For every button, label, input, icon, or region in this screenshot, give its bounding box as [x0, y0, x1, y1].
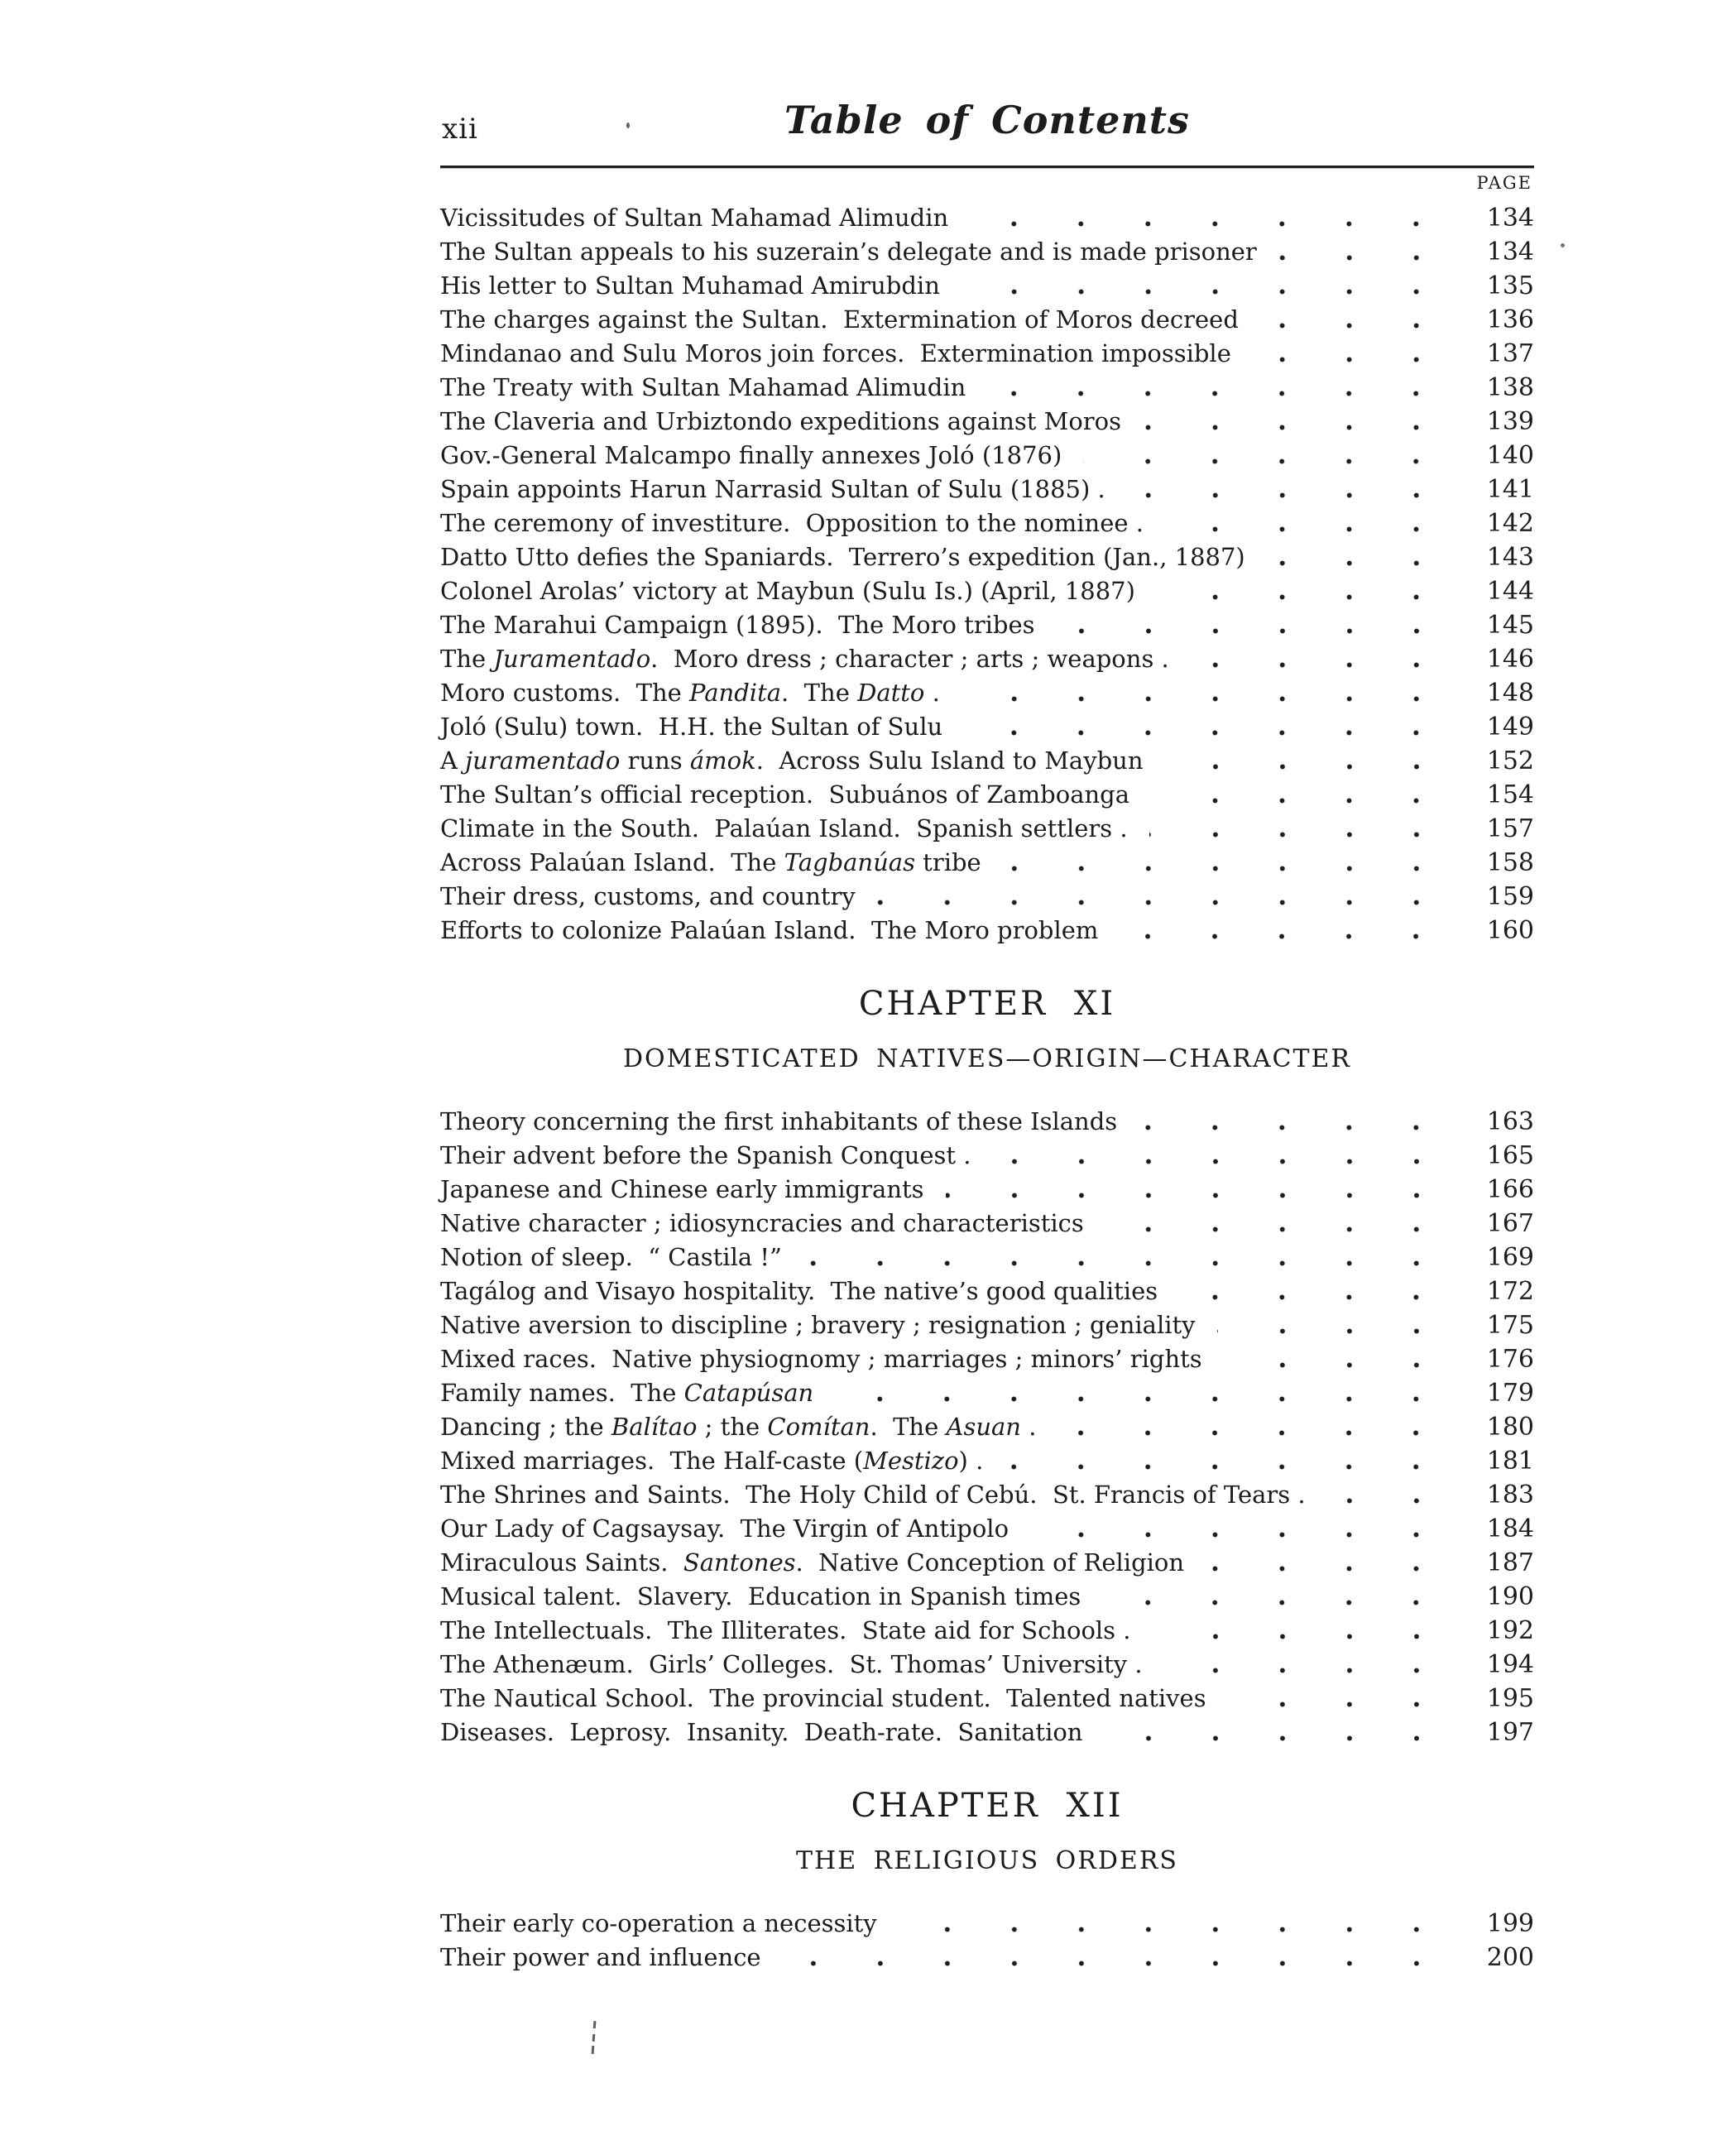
dot-leader: [964, 710, 1451, 744]
dot-leader: [1191, 642, 1451, 676]
folio-page-number: xii: [442, 113, 478, 146]
toc-entry-title: Family names. The Catapúsan: [440, 1379, 814, 1407]
toc-entry: [440, 744, 1534, 778]
toc-entry: [440, 1580, 1534, 1614]
toc-entry: [440, 1444, 1534, 1478]
toc-entry-title: Efforts to colonize Palaúan Island. The Moro problem: [440, 916, 1099, 944]
toc-entry-title: Spain appoints Harun Narrasid Sultan of Sulu (1885) .: [440, 475, 1105, 503]
toc-entry-page: 172: [1486, 1277, 1534, 1306]
toc-entry: [440, 914, 1534, 948]
chapter-heading: CHAPTER XI: [858, 985, 1116, 1023]
toc-entry: [440, 540, 1534, 574]
toc-entry: [440, 880, 1534, 914]
toc-entry: [440, 1907, 1534, 1941]
toc-entry-page: 199: [1486, 1909, 1534, 1938]
toc-entry-page: 180: [1486, 1413, 1534, 1442]
toc-entry-page: 183: [1486, 1481, 1534, 1509]
dot-leader: [835, 1376, 1451, 1410]
dot-leader: [946, 1173, 1451, 1207]
dot-leader: [1179, 1274, 1451, 1308]
dot-leader: [1327, 1478, 1451, 1512]
toc-entry-title: Across Palaúan Island. The Tagbanúas tribe: [440, 848, 981, 876]
chapter-subtitle: DOMESTICATED NATIVES—ORIGIN—CHARACTER: [623, 1044, 1351, 1073]
toc-entry-title: Their power and influence: [440, 1943, 761, 1971]
toc-list: [440, 201, 1534, 948]
toc-entry-page: 138: [1486, 373, 1534, 402]
toc-entry: [440, 1648, 1534, 1682]
toc-entry-page: 154: [1486, 780, 1534, 809]
toc-entry-page: 148: [1486, 679, 1534, 708]
toc-entry: [440, 846, 1534, 880]
toc-entry: [440, 1241, 1534, 1274]
toc-entry-title: The Sultan appeals to his suzerain’s delegate and is made prisoner: [440, 238, 1257, 266]
toc-entry-title: Japanese and Chinese early immigrants: [440, 1175, 924, 1203]
toc-entry: [440, 235, 1534, 269]
dot-leader: [803, 1241, 1451, 1274]
dot-leader: [783, 1941, 1451, 1975]
toc-entry-page: 192: [1486, 1616, 1534, 1645]
dot-leader: [1228, 1682, 1451, 1716]
toc-entry: [440, 1105, 1534, 1139]
dot-leader: [1083, 439, 1451, 473]
toc-entry-title: Diseases. Leprosy. Insanity. Death-rate. Sanitation: [440, 1718, 1083, 1746]
toc-entry-page: 139: [1486, 407, 1534, 436]
toc-entry-title: Mindanao and Sulu Moros join forces. Extermination impossible: [440, 339, 1231, 367]
toc-entry-page: 160: [1486, 916, 1534, 945]
toc-entry-page: 195: [1486, 1684, 1534, 1713]
print-stray-mark: [592, 2021, 597, 2054]
chapter-heading: CHAPTER XII: [851, 1787, 1124, 1825]
dot-leader: [1253, 337, 1451, 371]
toc-entry-page: 158: [1486, 848, 1534, 877]
toc-entry: [440, 1546, 1534, 1580]
toc-entry-page: 157: [1486, 814, 1534, 843]
toc-sections: [440, 201, 1534, 1975]
dot-leader: [1102, 1580, 1451, 1614]
toc-entry-title: Joló (Sulu) town. H.H. the Sultan of Sulu: [440, 713, 943, 741]
toc-entry-page: 197: [1486, 1718, 1534, 1747]
dot-leader: [1057, 1410, 1451, 1444]
toc-entry: [440, 1342, 1534, 1376]
toc-entry: [440, 1376, 1534, 1410]
dot-leader: [1003, 846, 1451, 880]
dot-leader: [1165, 506, 1451, 540]
toc-entry: [440, 574, 1534, 608]
print-speck: [626, 122, 630, 128]
header-rule: [440, 166, 1534, 168]
dot-leader: [1165, 744, 1451, 778]
toc-entry-page: 200: [1486, 1943, 1534, 1972]
toc-entry-title: Miraculous Saints. Santones. Native Conception of Religion: [440, 1548, 1185, 1577]
toc-entry-title: Our Lady of Cagsaysay. The Virgin of Antipolo: [440, 1514, 1009, 1543]
toc-entry-title: Native character ; idiosyncracies and characteristics: [440, 1209, 1084, 1237]
toc-entry: [440, 608, 1534, 642]
toc-entry-page: 142: [1486, 509, 1534, 538]
toc-entry: [440, 1173, 1534, 1207]
running-head: [440, 93, 1534, 151]
dot-leader: [1143, 405, 1451, 439]
toc-entry: [440, 506, 1534, 540]
toc-list: [440, 1105, 1534, 1749]
toc-entry-title: Their early co-operation a necessity: [440, 1909, 877, 1937]
toc-entry-page: 135: [1486, 271, 1534, 300]
toc-entry: [440, 201, 1534, 235]
toc-entry-title: Their dress, customs, and country: [440, 882, 856, 910]
toc-entry-title: The Shrines and Saints. The Holy Child of Cebú. St. Francis of Tears .: [440, 1481, 1306, 1509]
dot-leader: [1149, 812, 1451, 846]
toc-entry-page: 134: [1486, 204, 1534, 233]
toc-entry: [440, 642, 1534, 676]
toc-list: [440, 1907, 1534, 1975]
toc-entry-page: 145: [1486, 611, 1534, 640]
dot-leader: [1030, 1512, 1451, 1546]
toc-entry-title: Tagálog and Visayo hospitality. The native’s good qualities: [440, 1277, 1158, 1305]
dot-leader: [1278, 235, 1451, 269]
dot-leader: [1217, 1308, 1451, 1342]
dot-leader: [962, 676, 1451, 710]
toc-entry-page: 176: [1486, 1345, 1534, 1374]
toc-entry-title: Moro customs. The Pandita. The Datto .: [440, 679, 940, 707]
page-column-label: PAGE: [1476, 173, 1532, 193]
toc-entry-page: 165: [1486, 1141, 1534, 1170]
toc-entry-page: 179: [1486, 1379, 1534, 1408]
toc-entry: [440, 1139, 1534, 1173]
toc-entry: [440, 1682, 1534, 1716]
toc-entry: [440, 473, 1534, 506]
toc-entry: [440, 710, 1534, 744]
dot-leader: [987, 371, 1451, 405]
toc-entry: [440, 1941, 1534, 1975]
dot-leader: [962, 269, 1451, 303]
toc-entry-title: Colonel Arolas’ victory at Maybun (Sulu Is.) (April, 1887): [440, 577, 1135, 605]
toc-entry-title: Native aversion to discipline ; bravery ; resignation ; geniality: [440, 1311, 1196, 1339]
toc-entry-page: 166: [1486, 1175, 1534, 1204]
dot-leader: [1267, 540, 1451, 574]
toc-entry-page: 163: [1486, 1107, 1534, 1136]
toc-entry-page: 159: [1486, 882, 1534, 911]
toc-entry: [440, 1512, 1534, 1546]
toc-entry-title: The Athenæum. Girls’ Colleges. St. Thomas’ University .: [440, 1650, 1143, 1678]
toc-entry: [440, 1716, 1534, 1749]
toc-entry-title: The Claveria and Urbiztondo expeditions against Moros: [440, 407, 1122, 435]
dot-leader: [1157, 574, 1451, 608]
toc-entry-title: Gov.-General Malcampo finally annexes Joló (1876): [440, 441, 1062, 469]
dot-leader: [1139, 1105, 1451, 1139]
toc-entry-title: Theory concerning the first inhabitants of these Islands: [440, 1107, 1118, 1135]
toc-entry: [440, 812, 1534, 846]
dot-leader: [1153, 1614, 1451, 1648]
dot-leader: [877, 880, 1451, 914]
toc-entry-page: 181: [1486, 1447, 1534, 1476]
toc-entry-title: The Intellectuals. The Illiterates. State aid for Schools .: [440, 1616, 1131, 1644]
print-speck: [1561, 243, 1565, 247]
dot-leader: [1120, 914, 1451, 948]
toc-entry: [440, 676, 1534, 710]
toc-entry: [440, 1274, 1534, 1308]
toc-entry: [440, 778, 1534, 812]
toc-entry-page: 190: [1486, 1582, 1534, 1611]
dot-leader: [1206, 1546, 1451, 1580]
toc-entry-title: Datto Utto defies the Spaniards. Terrero’s expedition (Jan., 1887): [440, 543, 1245, 571]
toc-entry-title: Their advent before the Spanish Conquest .: [440, 1141, 971, 1169]
toc-entry-page: 141: [1486, 475, 1534, 504]
toc-entry: [440, 1308, 1534, 1342]
toc-entry-title: The Nautical School. The provincial student. Talented natives: [440, 1684, 1206, 1712]
dot-leader: [1224, 1342, 1451, 1376]
toc-entry: [440, 1410, 1534, 1444]
dot-leader: [993, 1139, 1451, 1173]
toc-entry-page: 146: [1486, 645, 1534, 674]
toc-entry-page: 143: [1486, 543, 1534, 572]
dot-leader: [1005, 1444, 1451, 1478]
toc-entry-title: The ceremony of investiture. Opposition to the nominee .: [440, 509, 1144, 537]
page-title: Table of Contents: [784, 98, 1190, 142]
page-content: [440, 93, 1534, 1975]
dot-leader: [1105, 1716, 1452, 1749]
toc-entry: [440, 405, 1534, 439]
toc-entry-title: The charges against the Sultan. Extermination of Moros decreed: [440, 305, 1239, 334]
dot-leader: [1057, 608, 1451, 642]
toc-entry-title: Musical talent. Slavery. Education in Spanish times: [440, 1582, 1081, 1610]
toc-entry-page: 137: [1486, 339, 1534, 368]
toc-entry-title: Dancing ; the Balítao ; the Comítan. The Asuan .: [440, 1413, 1037, 1441]
toc-entry-page: 140: [1486, 441, 1534, 470]
chapter-subtitle: THE RELIGIOUS ORDERS: [796, 1846, 1178, 1875]
dot-leader: [1151, 778, 1451, 812]
dot-leader: [1127, 473, 1451, 506]
toc-entry-title: The Marahui Campaign (1895). The Moro tribes: [440, 611, 1035, 639]
toc-entry-page: 167: [1486, 1209, 1534, 1238]
toc-entry-title: The Sultan’s official reception. Subuános of Zamboanga: [440, 780, 1130, 809]
toc-entry-title: Notion of sleep. “ Castila !”: [440, 1243, 782, 1271]
toc-entry: [440, 269, 1534, 303]
toc-entry-page: 194: [1486, 1650, 1534, 1679]
toc-entry-title: Vicissitudes of Sultan Mahamad Alimudin: [440, 204, 949, 232]
toc-entry-title: A juramentado runs ámok. Across Sulu Island to Maybun: [440, 746, 1144, 775]
dot-leader: [1164, 1648, 1451, 1682]
dot-leader: [899, 1907, 1451, 1941]
toc-entry: [440, 303, 1534, 337]
toc-entry-title: The Treaty with Sultan Mahamad Alimudin: [440, 373, 966, 401]
toc-entry-page: 144: [1486, 577, 1534, 606]
toc-entry-title: Climate in the South. Palaúan Island. Spanish settlers .: [440, 814, 1128, 842]
toc-entry-page: 134: [1486, 238, 1534, 266]
dot-leader: [1105, 1207, 1451, 1241]
toc-entry-page: 175: [1486, 1311, 1534, 1340]
toc-entry-title: His letter to Sultan Muhamad Amirubdin: [440, 271, 940, 300]
toc-entry: [440, 1207, 1534, 1241]
toc-entry-page: 136: [1486, 305, 1534, 334]
dot-leader: [970, 201, 1451, 235]
toc-entry-page: 169: [1486, 1243, 1534, 1272]
toc-entry-title: Mixed races. Native physiognomy ; marriages ; minors’ rights: [440, 1345, 1202, 1373]
toc-entry: [440, 337, 1534, 371]
toc-entry-title: Mixed marriages. The Half-caste (Mestizo) .: [440, 1447, 984, 1475]
toc-entry: [440, 439, 1534, 473]
toc-entry-page: 152: [1486, 746, 1534, 775]
toc-entry: [440, 371, 1534, 405]
toc-entry-page: 187: [1486, 1548, 1534, 1577]
toc-entry: [440, 1478, 1534, 1512]
toc-entry-page: 184: [1486, 1514, 1534, 1543]
toc-entry-page: 149: [1486, 713, 1534, 742]
toc-entry: [440, 1614, 1534, 1648]
dot-leader: [1260, 303, 1451, 337]
toc-entry-title: The Juramentado. Moro dress ; character ; arts ; weapons .: [440, 645, 1169, 673]
